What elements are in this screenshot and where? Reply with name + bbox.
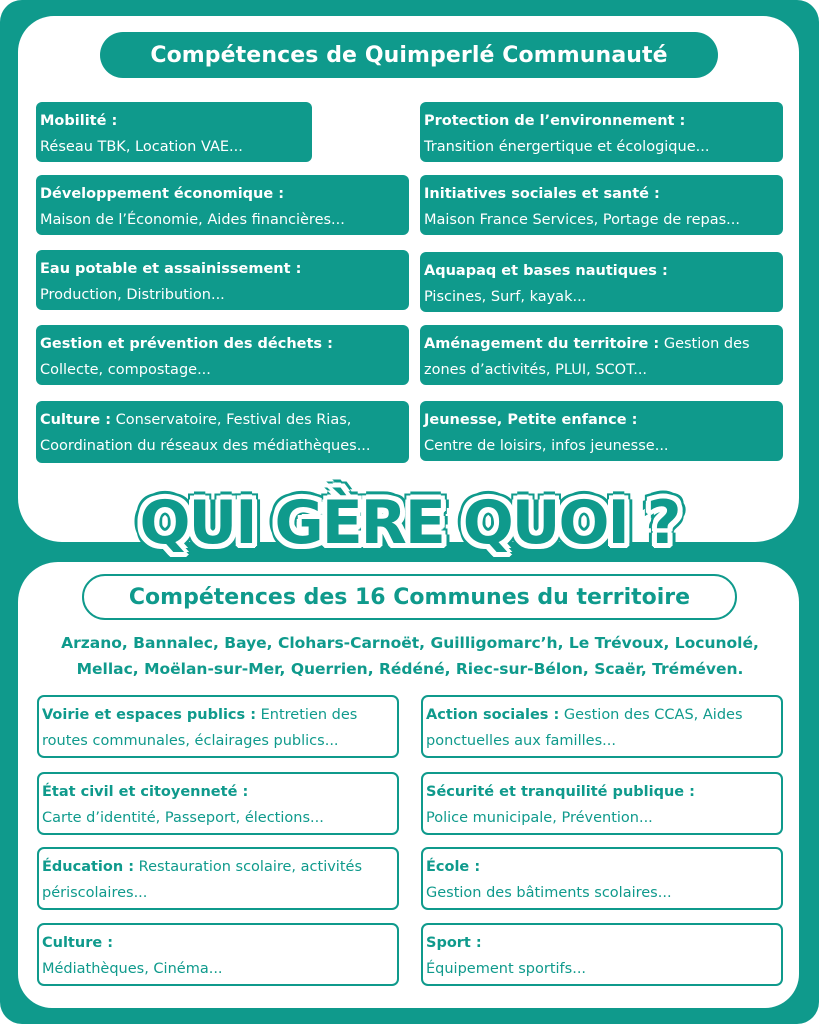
competence-card-jeunesse [420, 401, 783, 461]
card-text: Piscines, Surf, kayak... [424, 289, 587, 305]
card-text: Carte d’identité, Passeport, élections... [42, 810, 324, 826]
card-label: Protection de l’environnement : [424, 113, 686, 129]
communes-line: Arzano, Bannalec, Baye, Clohars-Carnoët, Guilligomarc’h, Le Trévoux, Locunolé, [61, 634, 759, 652]
card-text: Entretien des routes communales, éclairages publics... [42, 707, 358, 749]
card-label: Eau potable et assainissement : [40, 261, 302, 277]
card-label: Voirie et espaces publics : [42, 707, 257, 723]
card-text: Restauration scolaire, activités périscolaires... [42, 859, 362, 901]
competence-card-environnement [420, 102, 783, 162]
communes-list [30, 630, 790, 682]
card-label: Initiatives sociales et santé : [424, 186, 660, 202]
communes-line: Mellac, Moëlan-sur-Mer, Querrien, Rédéné, Riec-sur-Bélon, Scaër, Tréméven. [76, 660, 744, 678]
card-label: École : [426, 859, 481, 875]
commune-card-action-sociale [421, 695, 783, 758]
commune-card-education [37, 847, 399, 910]
commune-card-sport [421, 923, 783, 986]
headline: QUI GÈRE QUOI ? [139, 488, 680, 558]
card-label: État civil et citoyenneté : [42, 784, 249, 800]
competence-card-aquapaq [420, 252, 783, 312]
card-label: Action sociales : [426, 707, 560, 723]
card-text: Collecte, compostage... [40, 362, 211, 378]
commune-card-ecole [421, 847, 783, 910]
communes-title: Compétences des 16 Communes du territoire [82, 574, 737, 620]
card-label: Aquapaq et bases nautiques : [424, 263, 668, 279]
card-text: Centre de loisirs, infos jeunesse... [424, 438, 669, 454]
commune-card-securite [421, 772, 783, 835]
card-label: Culture : [42, 935, 114, 951]
competence-card-eau [36, 250, 409, 310]
competence-card-economique [36, 175, 409, 235]
card-label: Éducation : [42, 859, 135, 875]
card-text: Réseau TBK, Location VAE... [40, 139, 243, 155]
card-label: Gestion et prévention des déchets : [40, 336, 333, 352]
card-label: Développement économique : [40, 186, 285, 202]
card-label: Culture : [40, 412, 112, 428]
card-text: Médiathèques, Cinéma... [42, 961, 223, 977]
card-text: Police municipale, Prévention... [426, 810, 653, 826]
card-text: Maison France Services, Portage de repas... [424, 212, 740, 228]
card-label: Aménagement du territoire : [424, 336, 660, 352]
card-text: Production, Distribution... [40, 287, 225, 303]
card-text: Maison de l’Économie, Aides financières... [40, 212, 345, 228]
intercommunal-title: Compétences de Quimperlé Communauté [100, 32, 718, 78]
competence-card-dechets [36, 325, 409, 385]
commune-card-etat-civil [37, 772, 399, 835]
card-label: Mobilité : [40, 113, 118, 129]
card-text: Gestion des CCAS, Aides ponctuelles aux familles... [426, 707, 743, 749]
commune-card-voirie [37, 695, 399, 758]
competence-card-social-sante [420, 175, 783, 235]
competence-card-mobilite [36, 102, 312, 162]
card-text: Gestion des zones d’activités, PLUI, SCOT... [424, 336, 750, 378]
competence-card-culture [36, 401, 409, 463]
card-label: Sécurité et tranquilité publique : [426, 784, 695, 800]
card-label: Sport : [426, 935, 482, 951]
commune-card-culture [37, 923, 399, 986]
card-text: Transition énergertique et écologique... [424, 139, 710, 155]
card-text: Gestion des bâtiments scolaires... [426, 885, 672, 901]
card-text: Équipement sportifs... [426, 961, 587, 977]
card-label: Jeunesse, Petite enfance : [424, 412, 638, 428]
competence-card-amenagement [420, 325, 783, 385]
card-text: Conservatoire, Festival des Rias, Coordination du réseaux des médiathèques... [40, 412, 371, 454]
